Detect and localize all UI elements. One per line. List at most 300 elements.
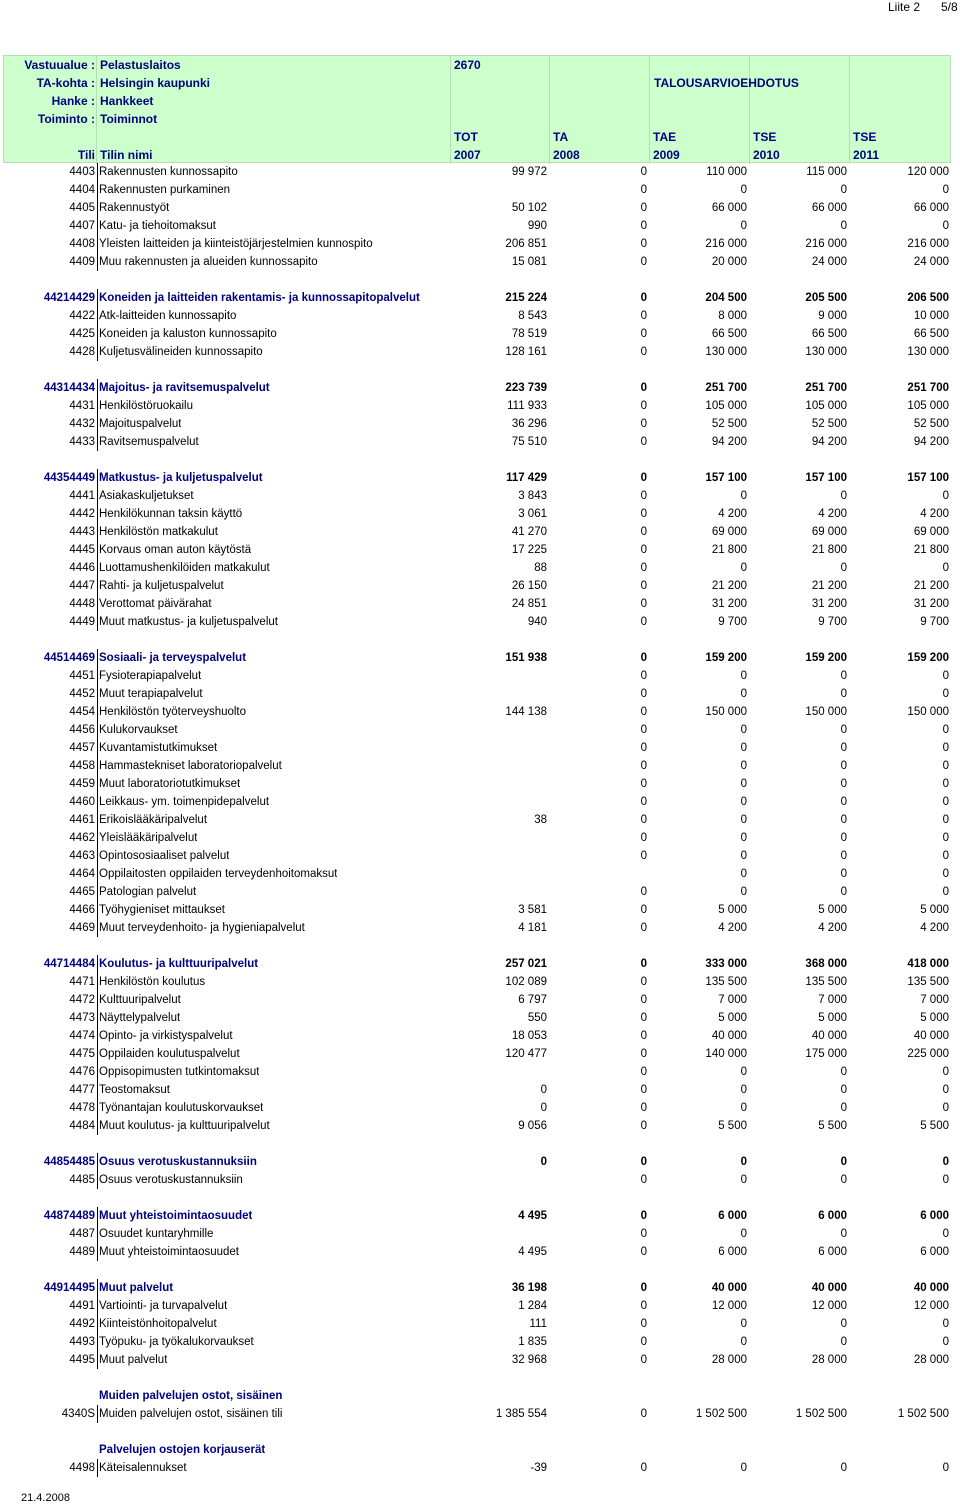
value-cell-2008: 0 (640, 1210, 647, 1222)
account-code: 4498 (69, 1462, 95, 1474)
value-cell-2008: 0 (640, 490, 647, 502)
value-cell-2011: 0 (942, 1228, 949, 1240)
value-cell-2009: 6 000 (718, 1210, 747, 1222)
account-code: 4463 (69, 850, 95, 862)
account-name: Luottamushenkilöiden matkakulut (99, 562, 270, 574)
column-separator (97, 469, 98, 487)
value-cell-2010: 0 (840, 1462, 847, 1474)
account-code: 4448 (69, 598, 95, 610)
account-name: Henkilöstöruokailu (99, 400, 193, 412)
column-separator (97, 703, 98, 721)
vastuualue-value: Pelastuslaitos (100, 58, 181, 72)
account-name: Katu- ja tiehoitomaksut (99, 220, 216, 232)
value-cell-2011: 0 (942, 220, 949, 232)
value-cell-2011: 1 502 500 (897, 1408, 949, 1420)
value-cell-2007: 257 021 (505, 958, 547, 970)
account-name: Majoitus- ja ravitsemuspalvelut (99, 382, 270, 394)
table-row (3, 1333, 951, 1351)
account-code: 4457 (69, 742, 95, 754)
account-code: 4472 (69, 994, 95, 1006)
subtotal-row (3, 469, 951, 487)
column-header-tse-2010: TSE (753, 130, 777, 144)
value-cell-2008: 0 (640, 292, 647, 304)
value-cell-2007: 151 938 (505, 652, 547, 664)
account-name: Matkustus- ja kuljetuspalvelut (99, 472, 263, 484)
value-cell-2007: 36 198 (511, 1282, 547, 1294)
table-row (3, 901, 951, 919)
account-code: 4445 (69, 544, 95, 556)
value-cell-2010: 0 (840, 1336, 847, 1348)
value-cell-2010: 0 (840, 724, 847, 736)
account-code: 4405 (69, 202, 95, 214)
value-cell-2007: 3 061 (518, 508, 547, 520)
column-separator (97, 721, 98, 739)
value-cell-2010: 9 700 (818, 616, 847, 628)
account-code: 4458 (69, 760, 95, 772)
account-name: Rakennusten purkaminen (99, 184, 231, 196)
value-cell-2007: 0 (540, 1102, 547, 1114)
account-name: Käteisalennukset (99, 1462, 187, 1474)
table-row (3, 595, 951, 613)
value-cell-2007: 15 081 (511, 256, 547, 268)
account-name: Osuus verotuskustannuksiin (99, 1156, 257, 1168)
value-cell-2010: 0 (840, 184, 847, 196)
account-code: 4446 (69, 562, 95, 574)
account-code: 4404 (69, 184, 95, 196)
value-cell-2010: 0 (840, 742, 847, 754)
table-row (3, 1171, 951, 1189)
value-cell-2011: 0 (942, 850, 949, 862)
value-cell-2008: 0 (640, 1462, 647, 1474)
value-cell-2007: 223 739 (505, 382, 547, 394)
value-cell-2009: 0 (740, 184, 747, 196)
account-name: Henkilöstön työterveyshuolto (99, 706, 247, 718)
value-cell-2007: 75 510 (511, 436, 547, 448)
value-cell-2011: 120 000 (907, 166, 949, 178)
spacer-row (3, 451, 951, 469)
account-name: Muut palvelut (99, 1282, 174, 1294)
column-separator (97, 325, 98, 343)
value-cell-2007: 215 224 (505, 292, 547, 304)
account-code: 4408 (69, 238, 95, 250)
ta-kohta-value: Helsingin kaupunki (100, 76, 211, 90)
value-cell-2010: 6 000 (818, 1246, 847, 1258)
value-cell-2009: 31 200 (711, 598, 747, 610)
column-separator (97, 739, 98, 757)
account-code: 4452 (69, 688, 95, 700)
value-cell-2007: 111 (529, 1318, 547, 1330)
value-cell-2011: 0 (942, 670, 949, 682)
value-cell-2011: 69 000 (913, 526, 949, 538)
value-cell-2008: 0 (640, 1102, 647, 1114)
value-cell-2011: 12 000 (913, 1300, 949, 1312)
column-separator (97, 523, 98, 541)
value-cell-2010: 6 000 (818, 1210, 847, 1222)
account-code: 44874489 (43, 1210, 95, 1222)
value-cell-2011: 40 000 (913, 1030, 949, 1042)
column-header-tse-2011: TSE (853, 130, 877, 144)
value-cell-2008: 0 (640, 544, 647, 556)
column-separator (97, 1099, 98, 1117)
subtotal-row (3, 649, 951, 667)
value-cell-2008: 0 (640, 562, 647, 574)
value-cell-2008: 0 (640, 958, 647, 970)
account-code: 4474 (69, 1030, 95, 1042)
value-cell-2008: 0 (640, 1318, 647, 1330)
value-cell-2010: 159 200 (805, 652, 847, 664)
column-separator (97, 433, 98, 451)
account-code: 44214429 (43, 292, 95, 304)
value-cell-2009: 204 500 (705, 292, 747, 304)
value-cell-2010: 12 000 (811, 1300, 847, 1312)
column-separator (97, 847, 98, 865)
account-name: Yleislääkäripalvelut (99, 832, 198, 844)
table-row (3, 1027, 951, 1045)
account-name: Muut palvelut (99, 1354, 168, 1366)
spacer-row (3, 1261, 951, 1279)
value-cell-2011: 4 200 (920, 508, 949, 520)
account-code: 4473 (69, 1012, 95, 1024)
value-cell-2008: 0 (640, 904, 647, 916)
account-name: Näyttelypalvelut (99, 1012, 181, 1024)
account-code: 4447 (69, 580, 95, 592)
value-cell-2010: 52 500 (811, 418, 847, 430)
value-cell-2011: 10 000 (913, 310, 949, 322)
column-separator (97, 919, 98, 937)
value-cell-2009: 0 (740, 742, 747, 754)
account-code: 4442 (69, 508, 95, 520)
value-cell-2010: 40 000 (811, 1030, 847, 1042)
value-cell-2011: 5 500 (920, 1120, 949, 1132)
page-number: 5/8 (941, 0, 958, 14)
section-title-row (3, 1387, 951, 1405)
value-cell-2010: 66 500 (811, 328, 847, 340)
value-cell-2008: 0 (640, 238, 647, 250)
account-code: 44854485 (43, 1156, 95, 1168)
value-cell-2010: 0 (840, 778, 847, 790)
column-separator (97, 829, 98, 847)
account-name: Korvaus oman auton käytöstä (99, 544, 252, 556)
value-cell-2011: 0 (942, 742, 949, 754)
column-separator (97, 541, 98, 559)
column-separator (97, 973, 98, 991)
account-name: Muiden palvelujen ostot, sisäinen tili (99, 1408, 283, 1420)
value-cell-2009: 52 500 (711, 418, 747, 430)
value-cell-2010: 205 500 (805, 292, 847, 304)
account-code: 44714484 (43, 958, 95, 970)
table-row (3, 829, 951, 847)
table-row (3, 181, 951, 199)
account-code: 4441 (69, 490, 95, 502)
account-code: 4460 (69, 796, 95, 808)
column-header-ta: TA (553, 130, 569, 144)
value-cell-2010: 4 200 (818, 922, 847, 934)
value-cell-2007: 17 225 (511, 544, 547, 556)
column-separator (97, 505, 98, 523)
value-cell-2011: 0 (942, 796, 949, 808)
column-separator (97, 487, 98, 505)
account-code: 4492 (69, 1318, 95, 1330)
value-cell-2011: 0 (942, 778, 949, 790)
value-cell-2007: 8 543 (518, 310, 547, 322)
value-cell-2009: 0 (740, 490, 747, 502)
value-cell-2010: 0 (840, 1174, 847, 1186)
spacer-row (3, 271, 951, 289)
table-row (3, 775, 951, 793)
value-cell-2007: 1 284 (518, 1300, 547, 1312)
account-name: Patologian palvelut (99, 886, 197, 898)
header-divider (749, 56, 750, 164)
account-name: Kuljetusvälineiden kunnossapito (99, 346, 263, 358)
column-year-2008: 2008 (553, 148, 580, 162)
value-cell-2009: 157 100 (705, 472, 747, 484)
value-cell-2010: 66 000 (811, 202, 847, 214)
value-cell-2009: 333 000 (705, 958, 747, 970)
value-cell-2010: 0 (840, 670, 847, 682)
column-separator (97, 379, 98, 397)
value-cell-2009: 66 500 (711, 328, 747, 340)
account-name: Rahti- ja kuljetuspalvelut (99, 580, 224, 592)
value-cell-2011: 0 (942, 490, 949, 502)
value-cell-2008: 0 (640, 994, 647, 1006)
value-cell-2009: 0 (740, 688, 747, 700)
account-code: 4403 (69, 166, 95, 178)
account-name: Muut yhteistoimintaosuudet (99, 1210, 253, 1222)
account-code: 4407 (69, 220, 95, 232)
value-cell-2010: 0 (840, 850, 847, 862)
tili-label: Tili (77, 148, 95, 162)
value-cell-2009: 0 (740, 1318, 747, 1330)
value-cell-2008: 0 (640, 796, 647, 808)
value-cell-2009: 0 (740, 1174, 747, 1186)
table-row (3, 1009, 951, 1027)
value-cell-2011: 0 (942, 760, 949, 772)
value-cell-2011: 52 500 (913, 418, 949, 430)
value-cell-2010: 157 100 (805, 472, 847, 484)
value-cell-2011: 6 000 (920, 1210, 949, 1222)
document-title: TALOUSARVIOEHDOTUS (654, 76, 799, 90)
value-cell-2011: 31 200 (913, 598, 949, 610)
table-row (3, 883, 951, 901)
value-cell-2010: 0 (840, 1156, 847, 1168)
value-cell-2007: 0 (540, 1084, 547, 1096)
value-cell-2008: 0 (640, 436, 647, 448)
value-cell-2008: 0 (640, 1066, 647, 1078)
value-cell-2011: 94 200 (913, 436, 949, 448)
value-cell-2009: 0 (740, 832, 747, 844)
value-cell-2008: 0 (640, 1084, 647, 1096)
value-cell-2008: 0 (640, 1048, 647, 1060)
table-row (3, 1063, 951, 1081)
value-cell-2009: 6 000 (718, 1246, 747, 1258)
column-year-2011: 2011 (853, 148, 880, 162)
column-separator (97, 901, 98, 919)
table-row (3, 1351, 951, 1369)
account-code: 4487 (69, 1228, 95, 1240)
value-cell-2008: 0 (640, 886, 647, 898)
value-cell-2009: 0 (740, 1336, 747, 1348)
column-separator (97, 199, 98, 217)
spacer-row (3, 1189, 951, 1207)
column-header-tot: TOT (454, 130, 478, 144)
table-row (3, 1243, 951, 1261)
account-code: 4456 (69, 724, 95, 736)
account-name: Palvelujen ostojen korjauserät (99, 1444, 266, 1456)
column-separator (97, 217, 98, 235)
account-code: 44514469 (43, 652, 95, 664)
column-separator (97, 811, 98, 829)
column-year-2010: 2010 (753, 148, 780, 162)
value-cell-2010: 105 000 (805, 400, 847, 412)
account-code: 44354449 (43, 472, 95, 484)
table-row (3, 1459, 951, 1477)
value-cell-2010: 150 000 (805, 706, 847, 718)
table-row (3, 847, 951, 865)
hanke-label: Hanke : (51, 94, 95, 108)
column-separator (97, 793, 98, 811)
table-row (3, 217, 951, 235)
value-cell-2009: 0 (740, 724, 747, 736)
value-cell-2007: 117 429 (506, 472, 547, 484)
value-cell-2010: 0 (840, 832, 847, 844)
table-row (3, 685, 951, 703)
value-cell-2008: 0 (640, 598, 647, 610)
value-cell-2011: 0 (942, 724, 949, 736)
value-cell-2008: 0 (640, 1246, 647, 1258)
account-name: Hammastekniset laboratoriopalvelut (99, 760, 282, 772)
value-cell-2010: 69 000 (811, 526, 847, 538)
column-year-2009: 2009 (653, 148, 680, 162)
toiminto-label: Toiminto : (37, 112, 95, 126)
column-separator (97, 181, 98, 199)
value-cell-2010: 0 (840, 1228, 847, 1240)
value-cell-2009: 140 000 (705, 1048, 747, 1060)
column-header-tae: TAE (653, 130, 677, 144)
value-cell-2009: 0 (740, 814, 747, 826)
spacer-row (3, 937, 951, 955)
value-cell-2010: 31 200 (811, 598, 847, 610)
table-row (3, 1315, 951, 1333)
value-cell-2007: 41 270 (511, 526, 547, 538)
column-separator (97, 1207, 98, 1225)
account-code: 4475 (69, 1048, 95, 1060)
value-cell-2007: 102 089 (505, 976, 547, 988)
column-separator (97, 1333, 98, 1351)
budget-code: 2670 (454, 58, 481, 72)
value-cell-2009: 5 500 (718, 1120, 747, 1132)
table-row (3, 325, 951, 343)
value-cell-2009: 7 000 (718, 994, 747, 1006)
table-row (3, 1225, 951, 1243)
account-name: Oppilaiden koulutuspalvelut (99, 1048, 240, 1060)
column-separator (97, 1405, 98, 1423)
spacer-row (3, 1135, 951, 1153)
value-cell-2007: 144 138 (505, 706, 547, 718)
table-row (3, 541, 951, 559)
table-row (3, 1405, 951, 1423)
value-cell-2011: 0 (942, 814, 949, 826)
report-header (3, 55, 951, 163)
column-separator (97, 1225, 98, 1243)
value-cell-2007: 3 581 (518, 904, 547, 916)
subtotal-row (3, 379, 951, 397)
account-code: 4449 (69, 616, 95, 628)
table-row (3, 1297, 951, 1315)
column-separator (97, 235, 98, 253)
value-cell-2009: 12 000 (711, 1300, 747, 1312)
table-row (3, 793, 951, 811)
value-cell-2008: 0 (640, 400, 647, 412)
value-cell-2011: 40 000 (913, 1282, 949, 1294)
value-cell-2010: 175 000 (805, 1048, 847, 1060)
table-row (3, 505, 951, 523)
column-separator (97, 253, 98, 271)
account-name: Yleisten laitteiden ja kiinteistöjärjestelmien kunnospito (99, 238, 373, 250)
value-cell-2008: 0 (640, 814, 647, 826)
value-cell-2007: 9 056 (518, 1120, 547, 1132)
value-cell-2008: 0 (640, 256, 647, 268)
table-row (3, 613, 951, 631)
table-row (3, 1045, 951, 1063)
account-name: Työnantajan koulutuskorvaukset (99, 1102, 264, 1114)
account-name: Työpuku- ja työkalukorvaukset (99, 1336, 254, 1348)
value-cell-2009: 105 000 (705, 400, 747, 412)
column-separator (97, 649, 98, 667)
column-separator (97, 955, 98, 973)
account-name: Muut koulutus- ja kulttuuripalvelut (99, 1120, 270, 1132)
value-cell-2011: 9 700 (920, 616, 949, 628)
value-cell-2011: 0 (942, 688, 949, 700)
value-cell-2008: 0 (640, 1156, 647, 1168)
value-cell-2008: 0 (640, 760, 647, 772)
value-cell-2011: 130 000 (907, 346, 949, 358)
value-cell-2011: 0 (942, 1066, 949, 1078)
page-label: Liite 2 (888, 0, 921, 14)
column-separator (97, 1351, 98, 1369)
value-cell-2011: 5 000 (920, 1012, 949, 1024)
value-cell-2008: 0 (640, 166, 647, 178)
value-cell-2009: 0 (740, 778, 747, 790)
account-name: Oppisopimusten tutkintomaksut (99, 1066, 260, 1078)
spacer-row (3, 1423, 951, 1441)
subtotal-row (3, 955, 951, 973)
value-cell-2010: 0 (840, 886, 847, 898)
subtotal-row (3, 1207, 951, 1225)
value-cell-2010: 0 (840, 814, 847, 826)
value-cell-2011: 21 800 (913, 544, 949, 556)
account-code: 4433 (69, 436, 95, 448)
column-separator (97, 397, 98, 415)
account-name: Henkilöstön matkakulut (99, 526, 218, 538)
table-row (3, 307, 951, 325)
account-code: 4466 (69, 904, 95, 916)
value-cell-2010: 368 000 (805, 958, 847, 970)
value-cell-2010: 40 000 (811, 1282, 847, 1294)
table-row (3, 757, 951, 775)
account-code: 4485 (69, 1174, 95, 1186)
table-row (3, 433, 951, 451)
value-cell-2009: 0 (740, 220, 747, 232)
account-code: 4476 (69, 1066, 95, 1078)
column-separator (97, 577, 98, 595)
account-name: Rakennustyöt (99, 202, 170, 214)
column-separator (97, 1081, 98, 1099)
value-cell-2008: 0 (640, 328, 647, 340)
table-row (3, 523, 951, 541)
table-row (3, 991, 951, 1009)
value-cell-2011: 6 000 (920, 1246, 949, 1258)
value-cell-2011: 0 (942, 1462, 949, 1474)
